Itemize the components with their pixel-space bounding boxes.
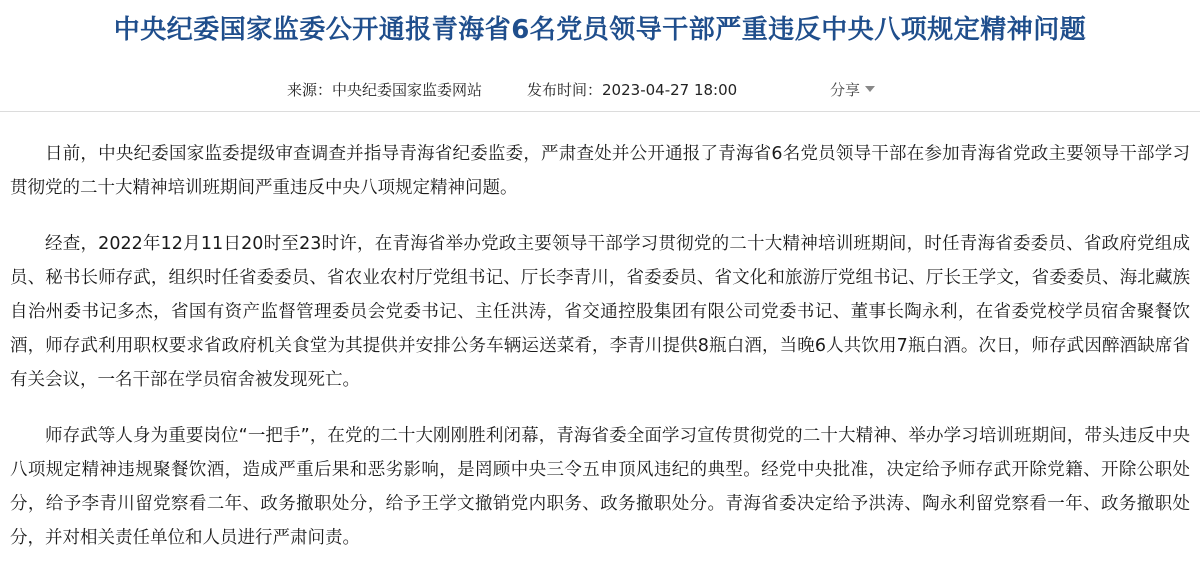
source-info (287, 74, 482, 106)
source-value: 中央纪委国家监委网站 (332, 81, 483, 99)
paragraph: 经查，2022年12月11日20时至23时许，在青海省举办党政主要领导干部学习贯彻党的二十大精神培训班期间，时任青海省委委员、省政府党组成员、秘书长师存武，组织时任省委委员、省农业农村厅党组书记、厅长李青川，省委委员、省文化和旅游厅党组书记、厅长王学文，省委委员、海北藏族自治州委书记多杰，省国有资产监督管理委员会党委书记、主任洪涛，省交通控股集团有限公司党委书记、董事长陶永利，在省委党校学员宿舍聚餐饮酒，师存武利用职权要求省政府机关食堂为其提供并安排公务车辆运送菜肴，李青川提供8瓶白酒，当晚6人共饮用7瓶白酒。次日，师存武因醉酒缺席省有关会议，一名干部在学员宿舍被发现死亡。 (10, 234, 1190, 390)
article-body (10, 137, 1190, 577)
article-meta (0, 74, 1200, 106)
paragraph: 师存武等人身为重要岗位“一把手”，在党的二十大刚刚胜利闭幕，青海省委全面学习宣传贯彻党的二十大精神、举办学习培训班期间，带头违反中央八项规定精神违规聚餐饮酒，造成严重后果和恶劣影响，是罔顾中央三令五申顶风违纪的典型。经党中央批准，决定给予师存武开除党籍、开除公职处分，给予李青川留党察看二年、政务撤职处分，给予王学文撤销党内职务、政务撤职处分。青海省委决定给予洪涛、陶永利留党察看一年、政务撤职处分，并对相关责任单位和人员进行严肃问责。 (10, 426, 1190, 548)
share-label: 分享 (830, 81, 861, 99)
time-label: 发布时间： (527, 81, 603, 99)
chevron-down-icon (865, 86, 875, 92)
source-label: 来源： (287, 81, 333, 99)
time-value: 2023-04-27 18:00 (602, 81, 738, 99)
article-title: 中央纪委国家监委公开通报青海省6名党员领导干部严重违反中央八项规定精神问题 (113, 15, 1087, 45)
publish-time (527, 74, 737, 106)
header-divider (0, 111, 1200, 112)
share-button[interactable] (830, 74, 875, 106)
paragraph: 日前，中央纪委国家监委提级审查调查并指导青海省纪委监委，严肃查处并公开通报了青海省6名党员领导干部在参加青海省党政主要领导干部学习贯彻党的二十大精神培训班期间严重违反中央八项规定精神问题。 (10, 144, 1190, 198)
